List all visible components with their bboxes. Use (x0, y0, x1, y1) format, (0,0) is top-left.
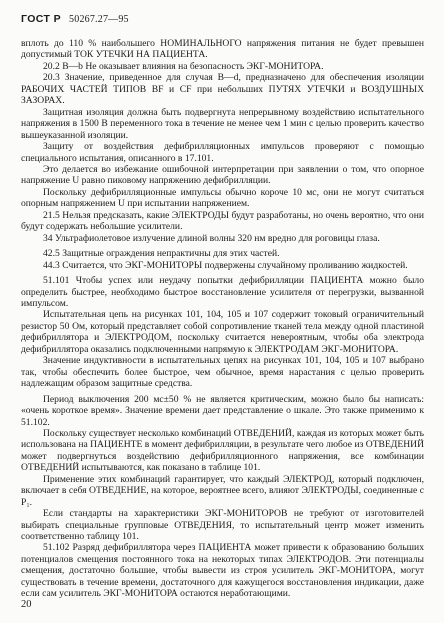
paragraph: Если стандарты на характеристики ЭКГ-МОНИТОРОВ не требуют от изготовителей выбирать специальные групповые ОТВЕДЕНИЯ, то испытательный центр может изменить соответственно таблицу 101. (21, 508, 424, 543)
page-number: 20 (21, 598, 32, 610)
header-gost: ГОСТ Р (21, 13, 62, 25)
paragraph: Применение этих комбинаций гарантирует, что каждый ЭЛЕКТРОД, который подключен, включает в себя ОТВЕДЕНИЕ, на которое, вероятнее всего, влияют ЭЛЕКТРОДЫ, соединенные с P₁. (21, 473, 424, 508)
paragraph: 34 Ультрафиолетовое излучение длиной волны 320 нм вредно для роговицы глаза. (43, 232, 380, 244)
paragraph: Это делается во избежание ошибочной интерпретации при заявлении о том, что опорное напряжение U равно пиковому напряжению дефибрилляции. (21, 163, 424, 187)
body-text (21, 38, 424, 600)
header-standard-number: 50267.27—95 (69, 14, 129, 25)
paragraph: вплоть до 110 % наибольшего НОМИНАЛЬНОГО напряжения питания не будет превышен допустимый ТОК УТЕЧКИ НА ПАЦИЕНТА. (21, 38, 424, 61)
paragraph: 21.5 Нельзя предсказать, какие ЭЛЕКТРОДЫ будут разработаны, но очень вероятно, что они будут содержать небольшие усилители. (21, 209, 424, 233)
paragraph: Период выключения 200 мс±50 % не является критическим, можно было бы написать: «очень короткое время». Значение времени дает представление о шкале. Это также применимо к 51.102. (21, 393, 424, 428)
paragraph: 42.5 Защитные ограждения непрактичны для этих частей. (43, 248, 280, 260)
paragraph: Испытательная цепь на рисунках 101, 104, 105 и 107 содержит токовый ограничительный резистор 50 Ом, который представляет собой сопротивление тканей тела между одной пластиной дефибриллятора и ЭЛЕКТРОДОМ, поскольку считается невероятным, чтобы оба электрода дефибриллятора оказались подключенными напрямую к ЭЛЕКТРОДАМ ЭКГ-МОНИТОРА. (21, 309, 424, 355)
page-header (21, 14, 424, 28)
paragraph: Поскольку дефибрилляционные импульсы обычно короче 10 мс, они не могут считаться опорным напряжением U при испытании напряжением. (21, 186, 424, 210)
paragraph: Поскольку существует несколько комбинаций ОТВЕДЕНИЙ, каждая из которых может быть использована на ПАЦИЕНТЕ в момент дефибрилляции, в результате чего любое из ОТВЕДЕНИЙ может подвергнуться воздействию дефибрилляционного напряжения, все комбинации ОТВЕДЕНИЙ испытываются, как показано в таблице 101. (21, 427, 424, 474)
paragraph: 51.101 Чтобы успех или неудачу попытки дефибрилляции ПАЦИЕНТА можно было определить быстрее, необходимо быстрое восстановление усилителя от перегрузки, вызванной импульсом. (21, 275, 424, 309)
paragraph: Значение индуктивности в испытательных цепях на рисунках 101, 104, 105 и 107 выбрано так, чтобы обеспечить более быстрое, чем обычное, время нарастания с целью проверить надлежащим образом защитные средства. (21, 355, 424, 390)
paragraph: 20.3 Значение, приведенное для случая В—d, предназначено для обеспечения изоляции РАБОЧИХ ЧАСТЕЙ ТИПОВ BF и CF при небольших ПУТЯХ УТЕЧКИ и ВОЗДУШНЫХ ЗАЗОРАХ. (21, 72, 424, 107)
paragraph: 44.3 Считается, что ЭКГ-МОНИТОРЫ подвержены случайному проливанию жидкостей. (43, 259, 408, 271)
paragraph: Защиту от воздействия дефибрилляционных импульсов проверяют с помощью специального испытания, описанного в 17.101. (21, 141, 424, 164)
paragraph: Защитная изоляция должна быть подвергнута непрерывному воздействию испытательного напряжения в 1500 В переменного тока в течение не менее чем 1 мин с целью проверить качество вышеуказанной изоляции. (21, 106, 424, 141)
paragraph: 51.102 Разряд дефибриллятора через ПАЦИЕНТА может привести к образованию больших потенциалов смещения постоянного тока на некоторых типах ЭЛЕКТРОДОВ. Эти потенциалы смещения, достаточно большие, чтобы вывести из строя усилитель ЭКГ-МОНИТОРА, могут существовать в течение времени, достаточного для кажущегося восстановления индикации, даже если сам усилитель ЭКГ-МОНИТОРА остаются неработающими. (21, 542, 424, 600)
paragraph: 20.2 В—b Не оказывает влияния на безопасность ЭКГ-МОНИТОРА. (43, 60, 324, 72)
